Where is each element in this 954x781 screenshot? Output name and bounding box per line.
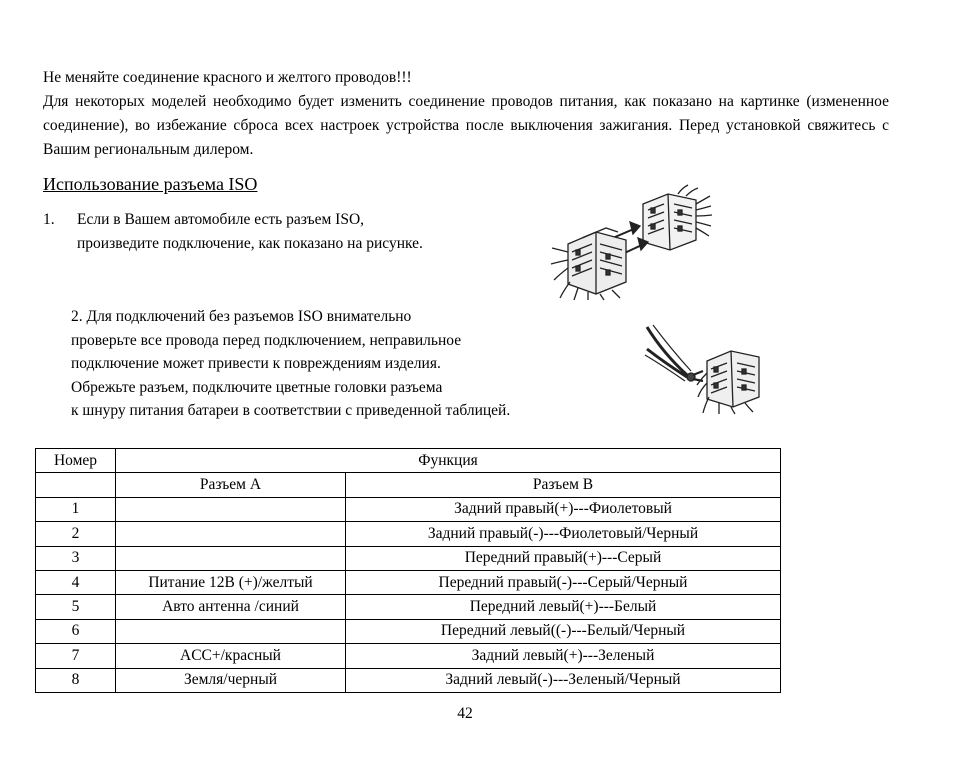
row-connector-b: Задний левый(+)---Зеленый [346,644,781,668]
item-2-line-3: подключение может привести к повреждениям изделия. [71,355,441,372]
table-header-row [36,449,781,473]
intro-block [43,66,889,162]
instruction-item-2 [71,305,510,423]
row-number: 1 [36,497,116,521]
row-number: 5 [36,595,116,619]
item-2-line-4: Обрежьте разъем, подключите цветные головки разъема [71,378,443,396]
item-1-line-1: Если в Вашем автомобиле есть разъем ISO, [77,211,365,228]
table-row [36,644,781,668]
row-connector-a [116,619,346,643]
table-row [36,619,781,643]
row-number: 6 [36,619,116,643]
cutting-pliers-illustration [643,323,768,415]
row-connector-a: Питание 12В (+)/желтый [116,570,346,594]
row-connector-b: Передний левый(+)---Белый [346,595,781,619]
subheader-empty [36,473,116,497]
page-number: 42 [457,705,473,722]
item-1-line-2: произведите подключение, как показано на рисунке. [77,235,423,252]
row-number: 2 [36,522,116,546]
row-number: 8 [36,668,116,692]
item-1-number: 1. [43,211,55,228]
row-connector-b: Задний левый(-)---Зеленый/Черный [346,668,781,692]
table-row [36,546,781,570]
table-row [36,497,781,521]
row-connector-a: Земля/черный [116,668,346,692]
subheader-connector-a: Разъем A [116,473,346,497]
header-function: Функция [116,449,781,473]
table-row [36,595,781,619]
wiring-table [35,448,781,693]
instruction-item-1 [43,208,423,256]
row-number: 3 [36,546,116,570]
table-subheader-row [36,473,781,497]
table-row [36,668,781,692]
table-row [36,570,781,594]
section-title: Использование разъема ISO [43,174,258,194]
row-number: 4 [36,570,116,594]
row-connector-b: Передний правый(-)---Серый/Черный [346,570,781,594]
intro-paragraph: Для некоторых моделей необходимо будет изменить соединение проводов питания, как показано на картинке (измененное соединение), во избежание сброса всех настроек устройства после выключения зажигания. Перед установкой свяжитесь с Вашим региональным дилером. [43,93,889,158]
item-2-line-2: проверьте все провода перед подключением, неправильное [71,331,462,349]
row-connector-a: ACC+/красный [116,644,346,668]
item-2-line-5: к шнуру питания батареи в соответствии с приведенной таблицей. [71,402,511,419]
row-connector-b: Задний правый(+)---Фиолетовый [346,497,781,521]
row-connector-b: Задний правый(-)---Фиолетовый/Черный [346,522,781,546]
row-connector-b: Передний правый(+)---Серый [346,546,781,570]
row-number: 7 [36,644,116,668]
row-connector-a [116,522,346,546]
warning-text: Не меняйте соединение красного и желтого проводов!!! [43,69,412,86]
iso-connector-illustration [548,182,713,302]
row-connector-b: Передний левый((-)---Белый/Черный [346,619,781,643]
table-row [36,522,781,546]
row-connector-a [116,497,346,521]
subheader-connector-b: Разъем B [346,473,781,497]
item-2-line-1: 2. Для подключений без разъемов ISO внимательно [71,308,412,325]
row-connector-a: Авто антенна /синий [116,595,346,619]
row-connector-a [116,546,346,570]
header-number: Номер [36,449,116,473]
